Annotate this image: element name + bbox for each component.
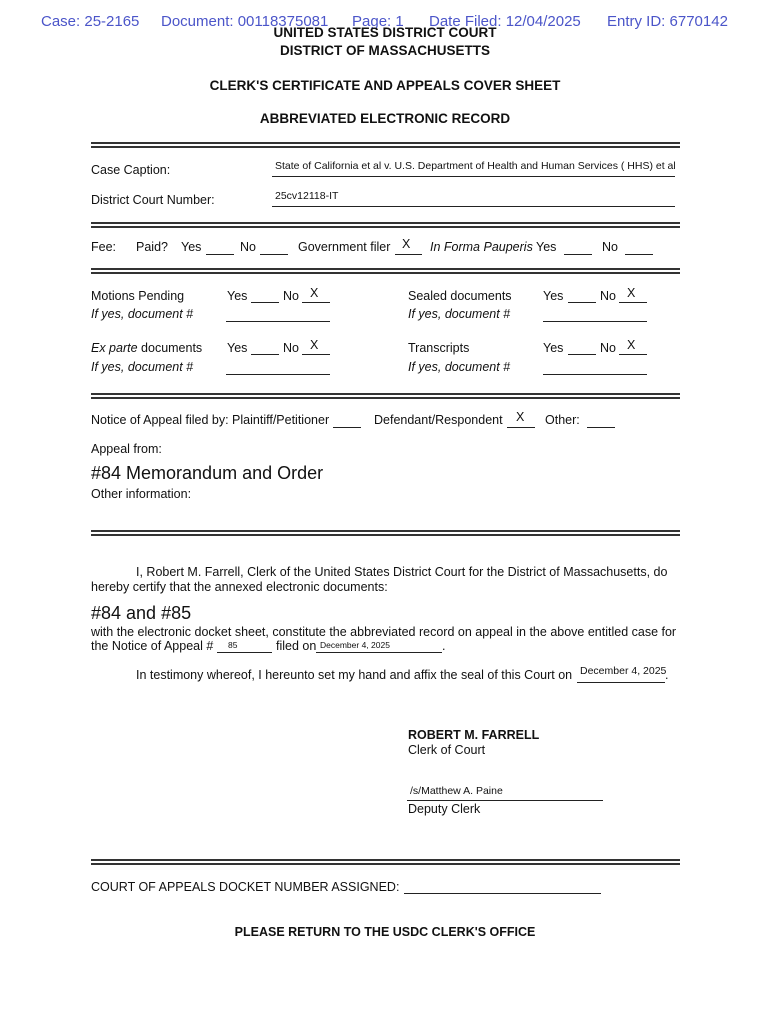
- notice-defendant-blank: [507, 427, 535, 428]
- court-name: UNITED STATES DISTRICT COURT: [273, 25, 497, 40]
- header-entry-id: Entry ID: 6770142: [607, 13, 728, 30]
- fee-yes-blank: [206, 254, 234, 255]
- notice-other-blank: [587, 427, 615, 428]
- docket-number-blank: [404, 893, 601, 894]
- ex-parte-rest: documents: [137, 341, 203, 355]
- gov-filer-blank: [395, 254, 422, 255]
- testimony-date-blank: [577, 682, 665, 683]
- notice-defendant-label: Defendant/Respondent: [374, 413, 503, 427]
- cert-filed-on: filed on: [276, 639, 317, 653]
- transcripts-yes-blank: [568, 354, 596, 355]
- ex-parte-yes-label: Yes: [227, 341, 248, 355]
- motions-yes-label: Yes: [227, 289, 248, 303]
- sheet-title: CLERK'S CERTIFICATE AND APPEALS COVER SHEET: [209, 78, 561, 93]
- ex-parte-no-mark: X: [310, 338, 319, 352]
- ifp-no-label: No: [602, 240, 618, 254]
- deputy-signature-line: [407, 800, 603, 801]
- ex-parte-yes-blank: [251, 354, 279, 355]
- sealed-no-mark: X: [627, 286, 636, 300]
- case-caption-value: State of California et al v. U.S. Department of Health and Human Services ( HHS) et al: [275, 160, 676, 172]
- header-date-filed: Date Filed: 12/04/2025: [429, 13, 581, 30]
- fee-no-label: No: [240, 240, 256, 254]
- docket-number-label: COURT OF APPEALS DOCKET NUMBER ASSIGNED:: [91, 880, 400, 894]
- notice-other-label: Other:: [545, 413, 580, 427]
- header-case: Case: 25-2165: [41, 13, 140, 30]
- ex-parte-doc-label: If yes, document #: [91, 360, 194, 374]
- divider: [91, 222, 680, 228]
- gov-filer-mark: X: [402, 237, 411, 251]
- sealed-docs-label: Sealed documents: [408, 289, 512, 303]
- other-info-label: Other information:: [91, 487, 192, 501]
- fee-yes-label: Yes: [181, 240, 202, 254]
- gov-filer-label: Government filer: [298, 240, 391, 254]
- divider: [91, 142, 680, 148]
- district-number-label: District Court Number:: [91, 193, 215, 207]
- sealed-doc-blank: [543, 321, 647, 322]
- motions-no-label: No: [283, 289, 299, 303]
- court-district: DISTRICT OF MASSACHUSETTS: [279, 43, 490, 58]
- header-page: Page: 1: [352, 13, 404, 30]
- district-number-line: [272, 206, 675, 207]
- divider: [91, 393, 680, 399]
- appeal-from-value: #84 Memorandum and Order: [91, 463, 324, 483]
- cert-notice-number: 85: [228, 640, 238, 650]
- district-number-value: 25cv12118-IT: [275, 190, 339, 202]
- testimony-text: In testimony whereof, I hereunto set my hand and affix the seal of this Court on: [136, 668, 573, 682]
- cert-notice-blank: [217, 652, 272, 653]
- case-caption-line: [272, 176, 675, 177]
- transcripts-yes-label: Yes: [543, 341, 564, 355]
- notice-plaintiff-label: Notice of Appeal filed by: Plaintiff/Petitioner: [91, 413, 330, 427]
- cert-period: .: [442, 639, 446, 653]
- ex-parte-label: [91, 341, 202, 355]
- ex-parte-no-label: No: [283, 341, 299, 355]
- record-type: ABBREVIATED ELECTRONIC RECORD: [259, 111, 511, 126]
- cert-filed-date: December 4, 2025: [320, 640, 390, 650]
- ifp-yes-label: Yes: [536, 240, 557, 254]
- sealed-yes-label: Yes: [543, 289, 564, 303]
- ifp-label: In Forma Pauperis: [430, 240, 533, 254]
- cert-para1-line1: I, Robert M. Farrell, Clerk of the United States District Court for the District of Massachusetts, do: [136, 565, 668, 579]
- ex-parte-doc-blank: [226, 374, 330, 375]
- cert-notice-prefix: the Notice of Appeal #: [91, 639, 214, 653]
- clerk-name: ROBERT M. FARRELL: [408, 728, 540, 742]
- notice-defendant-mark: X: [516, 410, 525, 424]
- divider: [91, 530, 680, 536]
- deputy-signature: /s/Matthew A. Paine: [410, 785, 503, 797]
- case-caption-label: Case Caption:: [91, 163, 171, 177]
- transcripts-no-blank: [619, 354, 647, 355]
- clerk-title: Clerk of Court: [408, 743, 486, 757]
- motions-pending-label: Motions Pending: [91, 289, 185, 303]
- transcripts-doc-blank: [543, 374, 647, 375]
- ex-parte-no-blank: [302, 354, 330, 355]
- sealed-no-blank: [619, 302, 647, 303]
- divider: [91, 268, 680, 274]
- transcripts-doc-label: If yes, document #: [408, 360, 511, 374]
- return-note: PLEASE RETURN TO THE USDC CLERK'S OFFICE: [234, 925, 536, 939]
- sealed-no-label: No: [600, 289, 616, 303]
- sealed-yes-blank: [568, 302, 596, 303]
- divider: [91, 859, 680, 865]
- motions-doc-label: If yes, document #: [91, 307, 194, 321]
- transcripts-no-mark: X: [627, 338, 636, 352]
- cert-filed-blank: [316, 652, 442, 653]
- cert-documents: #84 and #85: [91, 603, 192, 623]
- deputy-title: Deputy Clerk: [408, 802, 481, 816]
- cert-para2-line1: with the electronic docket sheet, constitute the abbreviated record on appeal in the above entitled case for: [91, 625, 677, 639]
- motions-doc-blank: [226, 321, 330, 322]
- transcripts-label: Transcripts: [408, 341, 470, 355]
- header-document: Document: 00118375081: [161, 13, 329, 30]
- fee-label: Fee:: [91, 240, 117, 254]
- testimony-date: December 4, 2025: [580, 665, 667, 677]
- motions-no-blank: [302, 302, 330, 303]
- notice-plaintiff-blank: [333, 427, 361, 428]
- appeal-from-label: Appeal from:: [91, 442, 162, 456]
- sealed-doc-label: If yes, document #: [408, 307, 511, 321]
- fee-no-blank: [260, 254, 288, 255]
- testimony-end: .: [665, 668, 669, 682]
- motions-no-mark: X: [310, 286, 319, 300]
- ifp-no-blank: [625, 254, 653, 255]
- ifp-yes-blank: [564, 254, 592, 255]
- ex-parte-italic: Ex parte: [91, 341, 138, 355]
- transcripts-no-label: No: [600, 341, 616, 355]
- motions-yes-blank: [251, 302, 279, 303]
- cert-para1-line2: hereby certify that the annexed electronic documents:: [91, 580, 388, 594]
- fee-paid-label: Paid?: [136, 240, 168, 254]
